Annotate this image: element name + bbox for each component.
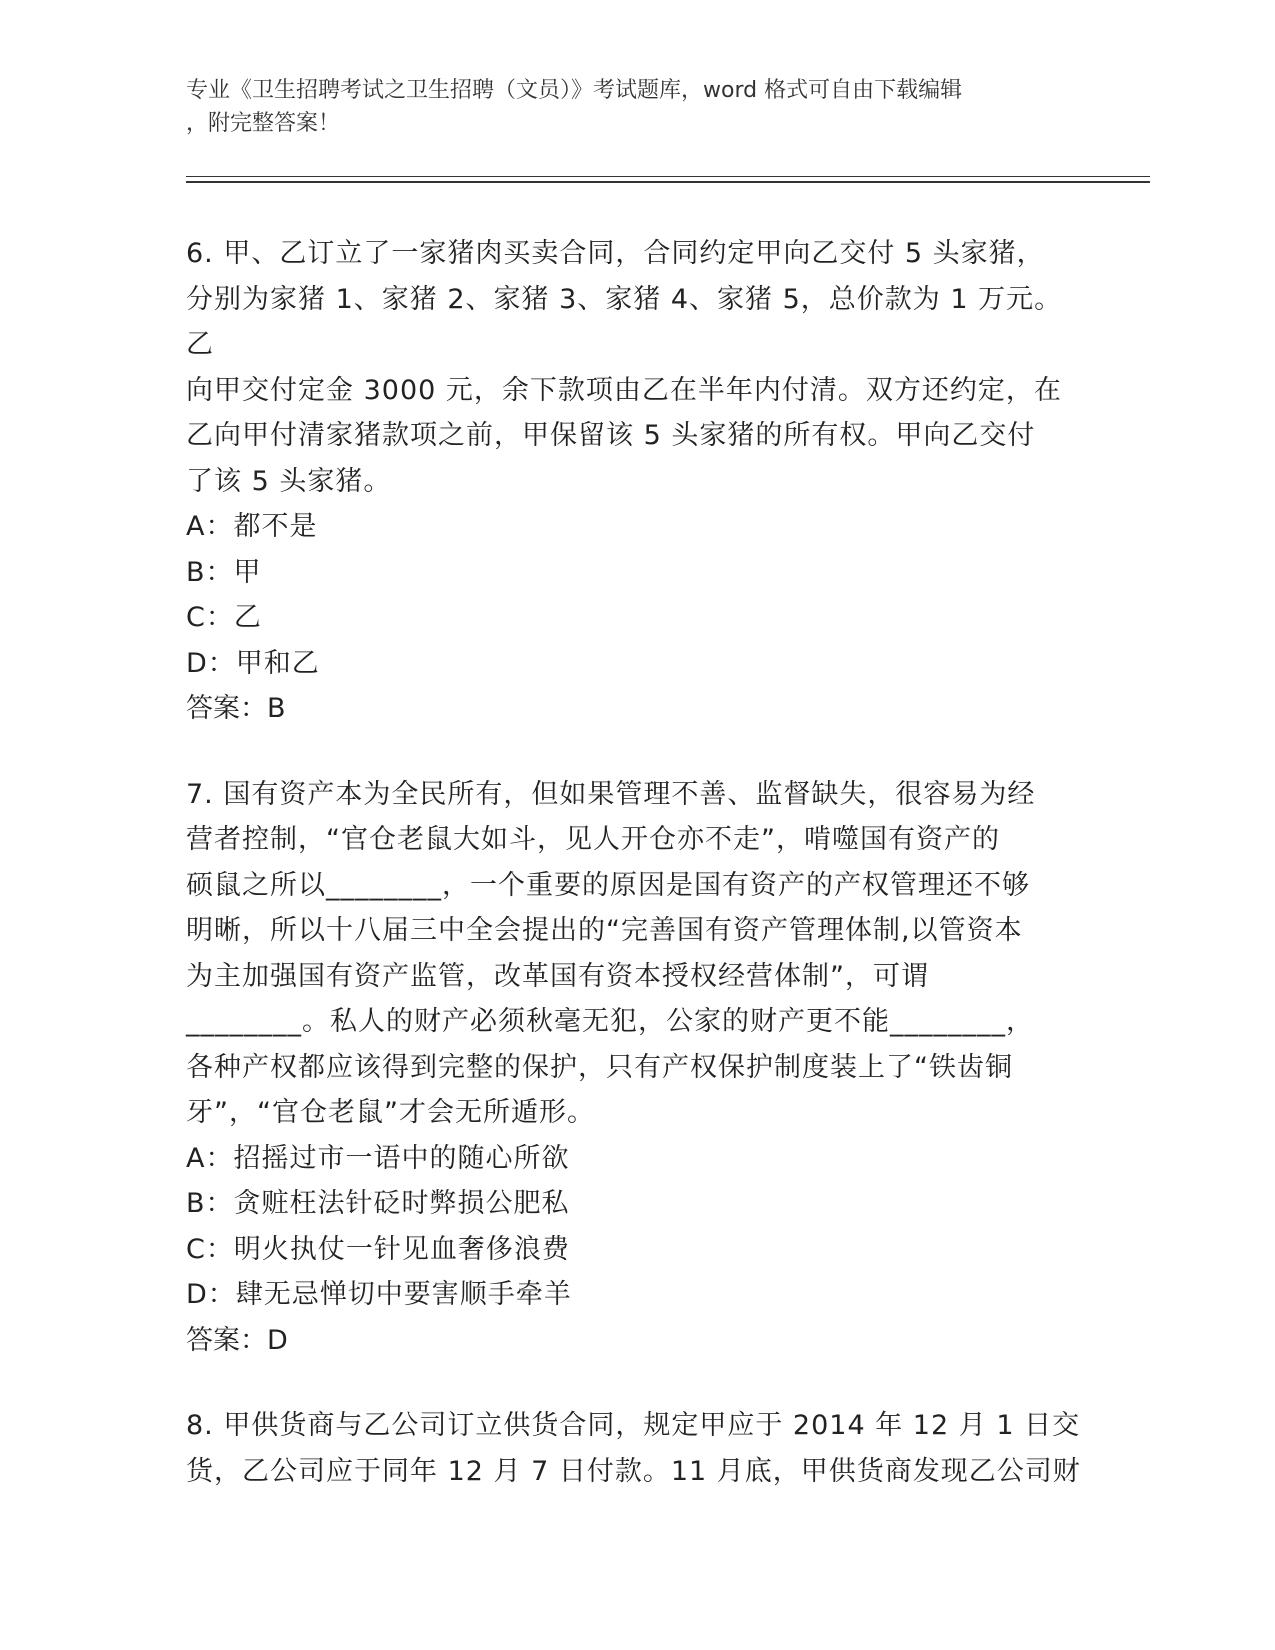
question-6 [186, 231, 1086, 732]
option-d: D：甲和乙 [186, 647, 320, 679]
option-a: A：都不是 [186, 511, 318, 542]
question-line: 8. 甲供货商与乙公司订立供货合同，规定甲应于 2014 年 12 月 1 日交 [186, 1410, 1081, 1441]
question-line: 向甲交付定金 3000 元，余下款项由乙在半年内付清。双方还约定，在 [186, 374, 1062, 406]
header-line-1: 专业《卫生招聘考试之卫生招聘（文员）》考试题库，word 格式可自由下载编辑 [186, 78, 963, 103]
question-line: 各种产权都应该得到完整的保护，只有产权保护制度装上了“铁齿铜 [186, 1051, 1013, 1083]
question-line: 货，乙公司应于同年 12 月 7 日付款。11 月底，甲供货商发现乙公司财 [186, 1455, 1081, 1487]
answer-line: 答案：D [186, 1324, 288, 1356]
option-d: D：肆无忌惮切中要害顺手牵羊 [186, 1279, 572, 1310]
question-8 [186, 1403, 1086, 1494]
document-header [186, 74, 1086, 140]
option-b: B：贪赃枉法针砭时弊损公肥私 [186, 1188, 570, 1219]
question-line: 6. 甲、乙订立了一家猪肉买卖合同，合同约定甲向乙交付 5 头家猪， [186, 238, 1045, 269]
answer-line: 答案：B [186, 693, 286, 724]
question-line: 了该 5 头家猪。 [186, 465, 392, 497]
question-line: 营者控制，“官仓老鼠大如斗，见人开仓亦不走”，啃噬国有资产的 [186, 824, 1000, 855]
question-line: 乙向甲付清家猪款项之前，甲保留该 5 头家猪的所有权。甲向乙交付 [186, 420, 1036, 451]
option-a: A：招摇过市一语中的随心所欲 [186, 1142, 570, 1174]
question-line: ________。私人的财产必须秋毫无犯，公家的财产更不能________， [186, 1006, 1034, 1037]
question-line: 明晰，所以十八届三中全会提出的“完善国有资产管理体制,以管资本 [186, 915, 1023, 946]
question-line: 硕鼠之所以________，一个重要的原因是国有资产的产权管理还不够 [186, 869, 1030, 901]
question-list [186, 231, 1086, 1534]
question-line: 牙”，“官仓老鼠”才会无所遁形。 [186, 1097, 595, 1128]
question-line: 为主加强国有资产监管，改革国有资本授权经营体制”，可谓 [186, 960, 929, 992]
question-line: 7. 国有资产本为全民所有，但如果管理不善、监督缺失，很容易为经 [186, 778, 1036, 810]
option-b: B：甲 [186, 556, 262, 588]
question-7 [186, 772, 1086, 1364]
option-c: C：明火执仗一针见血奢侈浪费 [186, 1233, 570, 1265]
option-c: C：乙 [186, 602, 262, 633]
header-line-2: ，附完整答案！ [186, 111, 341, 136]
question-line: 分别为家猪 1、家猪 2、家猪 3、家猪 4、家猪 5，总价款为 1 万元。乙 [186, 283, 1063, 360]
header-rule-thick [186, 181, 1150, 183]
header-rule-thin [186, 176, 1150, 177]
